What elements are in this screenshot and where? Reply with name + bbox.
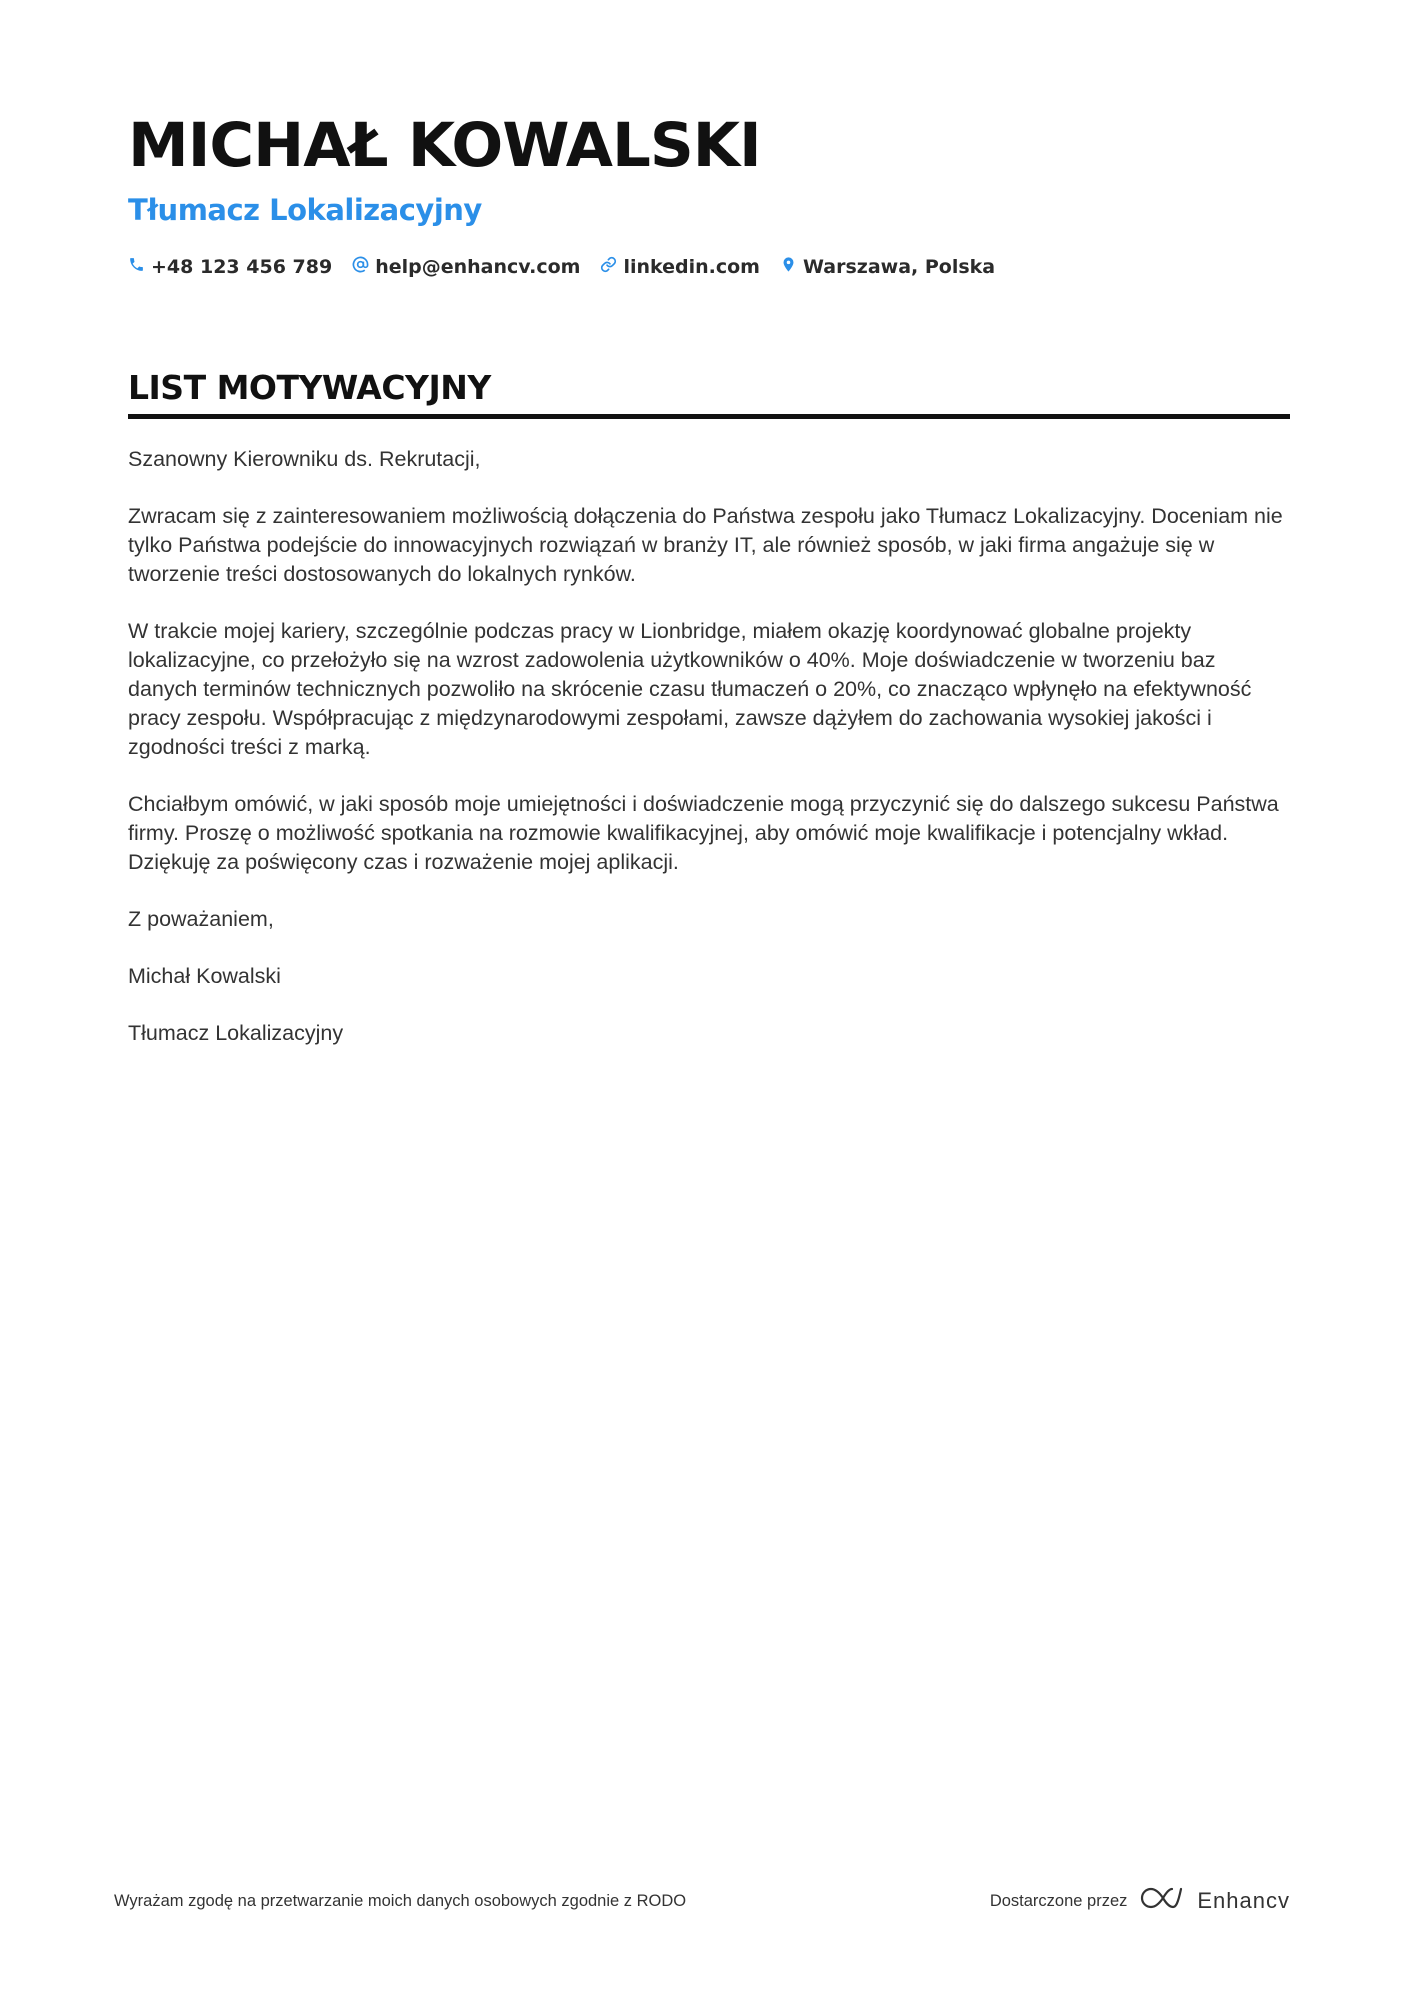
letter-paragraph-1: Zwracam się z zainteresowaniem możliwością dołączenia do Państwa zespołu jako Tłumacz Lokalizacyjny. Doceniam nie tylko Państwa podejście do innowacyjnych rozwiązań w branży IT, ale również sposób, w jaki firma angażuje się w tworzenie treści dostosowanych do lokalnych rynków. bbox=[128, 504, 1283, 586]
letter-section bbox=[128, 366, 1290, 1076]
candidate-job-title: Tłumacz Lokalizacyjny bbox=[128, 193, 482, 227]
brand-name: Enhancv bbox=[1197, 1888, 1290, 1913]
email-text: help@enhancv.com bbox=[375, 256, 581, 278]
location-text: Warszawa, Polska bbox=[802, 256, 996, 278]
powered-by-label: Dostarczone przez bbox=[989, 1891, 1128, 1910]
contact-location bbox=[780, 256, 995, 278]
rodo-consent: Wyrażam zgodę na przetwarzanie moich danych osobowych zgodnie z RODO bbox=[114, 1891, 687, 1910]
candidate-name: MICHAŁ KOWALSKI bbox=[128, 110, 761, 181]
phone-text: +48 123 456 789 bbox=[151, 256, 333, 278]
infinity-icon bbox=[1139, 1885, 1187, 1917]
contact-phone bbox=[128, 256, 332, 278]
letter-salutation: Szanowny Kierowniku ds. Rekrutacji, bbox=[128, 447, 481, 471]
footer bbox=[114, 1885, 1290, 1917]
signature-name: Michał Kowalski bbox=[128, 964, 281, 988]
letter-body bbox=[128, 445, 1290, 1048]
powered-by bbox=[990, 1885, 1290, 1917]
link-icon bbox=[600, 256, 617, 278]
section-divider bbox=[128, 414, 1290, 419]
header bbox=[128, 110, 1288, 278]
contact-linkedin bbox=[600, 256, 760, 278]
section-title: LIST MOTYWACYJNY bbox=[128, 368, 491, 407]
letter-paragraph-3: Chciałbym omówić, w jaki sposób moje umiejętności i doświadczenie mogą przyczynić się do dalszego sukcesu Państwa firmy. Proszę o możliwość spotkania na rozmowie kwalifikacyjnej, aby omówić moje kwalifikacje i potencjalny wkład. Dziękuję za poświęcony czas i rozważenie mojej aplikacji. bbox=[128, 792, 1279, 874]
location-pin-icon bbox=[780, 256, 797, 278]
contact-email bbox=[352, 256, 580, 278]
contact-row bbox=[128, 256, 1288, 278]
phone-icon bbox=[128, 256, 145, 278]
letter-paragraph-2: W trakcie mojej kariery, szczególnie podczas pracy w Lionbridge, miałem okazję koordynować globalne projekty lokalizacyjne, co przełożyło się na wzrost zadowolenia użytkowników o 40%. Moje doświadczenie w tworzeniu baz danych terminów technicznych pozwoliło na skrócenie czasu tłumaczeń o 20%, co znacząco wpłynęło na efektywność pracy zespołu. Współpracując z międzynarodowymi zespołami, zawsze dążyłem do zachowania wysokiej jakości i zgodności treści z marką. bbox=[128, 619, 1252, 759]
at-icon bbox=[352, 256, 369, 278]
letter-closing: Z poważaniem, bbox=[128, 907, 274, 931]
signature-title: Tłumacz Lokalizacyjny bbox=[128, 1021, 344, 1045]
linkedin-text: linkedin.com bbox=[623, 256, 760, 278]
enhancv-logo[interactable] bbox=[1139, 1885, 1290, 1917]
